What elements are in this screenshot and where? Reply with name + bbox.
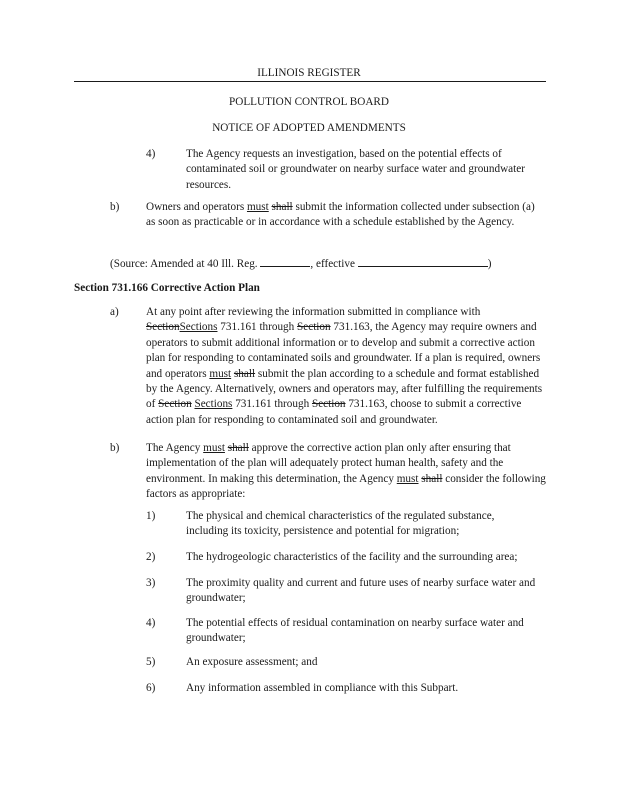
subsection-text: At any point after reviewing the information submitted in compliance with SectionSections 731.161 through Section 731.163, the Agency may require owners and operators to submit additional information or to develop and submit a corrective action plan for responding to contaminated soils and groundwater. If a plan is required, owners and operators must shall submit the plan according to a schedule and format established by the Agency. Alternatively, owners and operators may, after fulfilling the requirements of Section Sections 731.161 through Section 731.163, choose to submit a corrective action plan for responding to contaminated soil and groundwater. xyxy=(146,306,543,426)
factor-text: The potential effects of residual contamination on nearby surface water and groundwater; xyxy=(186,617,524,645)
inserted-text: must xyxy=(209,367,232,380)
factor-text: The proximity quality and current and future uses of nearby surface water and groundwater; xyxy=(186,577,536,605)
item-number: 4) xyxy=(146,148,156,160)
factor-number: 2) xyxy=(146,551,156,563)
deleted-text: Section xyxy=(146,321,180,334)
inserted-text: Sections xyxy=(194,398,233,411)
inserted-text: must xyxy=(203,442,225,454)
section-heading: Section 731.166 Corrective Action Plan xyxy=(74,282,260,294)
subsection-text: The Agency must shall approve the corrective action plan only after ensuring that implementation of the plan will adequately protect human health, safety and the environment. In making this determination, the Agency must shall consider the following factors as appropriate: xyxy=(146,442,546,501)
deleted-text: shall xyxy=(421,472,443,485)
deleted-text: shall xyxy=(227,442,249,454)
factor-text: The physical and chemical characteristics of the regulated substance, including its toxicity, persistence and potential for migration; xyxy=(186,510,495,538)
blank-reg xyxy=(260,256,310,267)
subsection-text: Owners and operators must shall submit the information collected under subsection (a) as soon as practicable or in accordance with a schedule established by the Agency. xyxy=(146,201,535,229)
deleted-text: shall xyxy=(271,201,293,213)
factor-number: 1) xyxy=(146,510,156,522)
factor-number: 6) xyxy=(146,682,156,694)
deleted-text: Section xyxy=(297,321,331,334)
factor-number: 3) xyxy=(146,577,156,589)
inserted-text: Sections xyxy=(179,321,218,334)
item-text: The Agency requests an investigation, based on the potential effects of contaminated soil or groundwater on nearby surface water and groundwater resources. xyxy=(186,148,525,191)
inserted-text: must xyxy=(396,472,419,485)
deleted-text: Section xyxy=(311,398,346,411)
subsection-number: b) xyxy=(110,201,120,213)
inserted-text: must xyxy=(246,201,269,213)
subsection-number: b) xyxy=(110,442,120,454)
factor-number: 4) xyxy=(146,617,156,629)
source-note: (Source: Amended at 40 Ill. Reg. , effective ) xyxy=(110,258,492,270)
header-rule xyxy=(74,81,546,82)
factor-number: 5) xyxy=(146,656,156,668)
factor-text: The hydrogeologic characteristics of the facility and the surrounding area; xyxy=(186,551,518,563)
blank-effective xyxy=(358,256,488,267)
register-title: ILLINOIS REGISTER xyxy=(257,67,361,79)
notice-title: NOTICE OF ADOPTED AMENDMENTS xyxy=(212,122,406,134)
deleted-text: Section xyxy=(158,398,192,411)
subsection-number: a) xyxy=(110,306,119,318)
board-title: POLLUTION CONTROL BOARD xyxy=(229,96,389,108)
factor-text: An exposure assessment; and xyxy=(186,656,318,668)
deleted-text: shall xyxy=(233,367,256,380)
factor-text: Any information assembled in compliance with this Subpart. xyxy=(186,682,459,694)
